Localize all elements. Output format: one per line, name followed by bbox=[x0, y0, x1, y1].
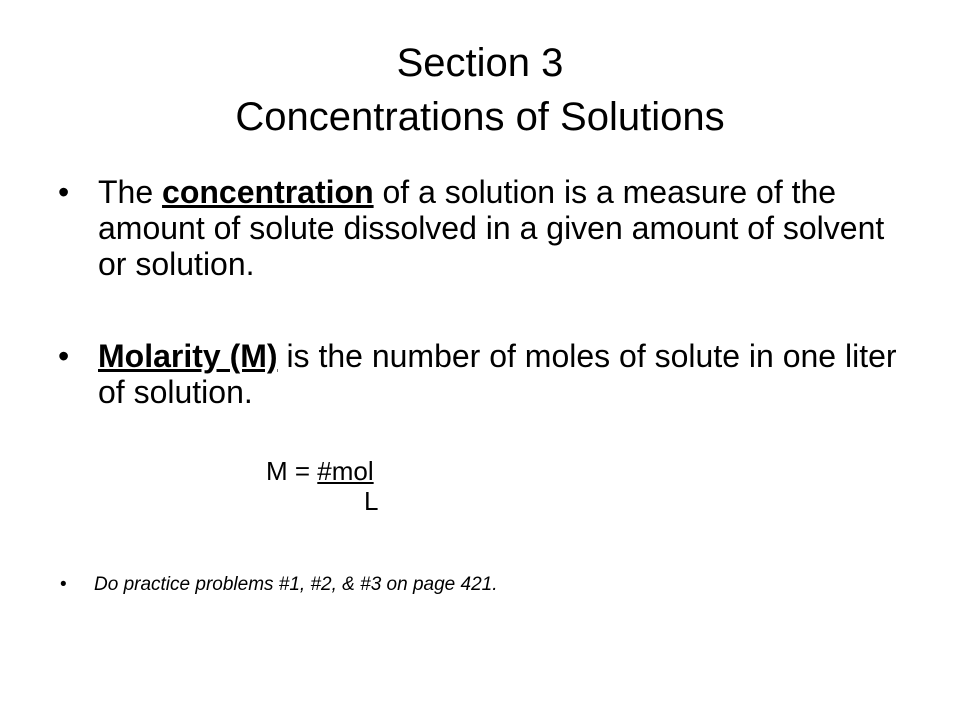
formula-lhs: M = bbox=[266, 456, 318, 486]
formula-denominator: L bbox=[364, 486, 379, 516]
bullet-marker: • bbox=[58, 338, 70, 374]
bullet-post-text: of a solution is a measure of the amount of solute dissolved in a given amount of solvent or solution. bbox=[98, 174, 885, 282]
term-concentration: concentration bbox=[162, 174, 374, 210]
term-molarity: Molarity (M) bbox=[98, 338, 278, 374]
bullet-text bbox=[98, 338, 918, 410]
bullet-pre-text: The bbox=[98, 174, 163, 210]
bullet-marker: • bbox=[60, 574, 67, 595]
practice-text: Do practice problems #1, #2, & #3 on page 421. bbox=[94, 574, 498, 595]
formula-numerator: #mol bbox=[317, 456, 374, 486]
slide-title bbox=[0, 36, 960, 144]
title-line-1: Section 3 bbox=[396, 41, 564, 85]
bullet-marker: • bbox=[58, 174, 70, 210]
title-line-2: Concentrations of Solutions bbox=[235, 95, 725, 139]
bullet-post-text: is the number of moles of solute in one liter of solution. bbox=[98, 338, 897, 410]
molarity-formula bbox=[266, 456, 374, 486]
bullet-text bbox=[98, 174, 918, 282]
